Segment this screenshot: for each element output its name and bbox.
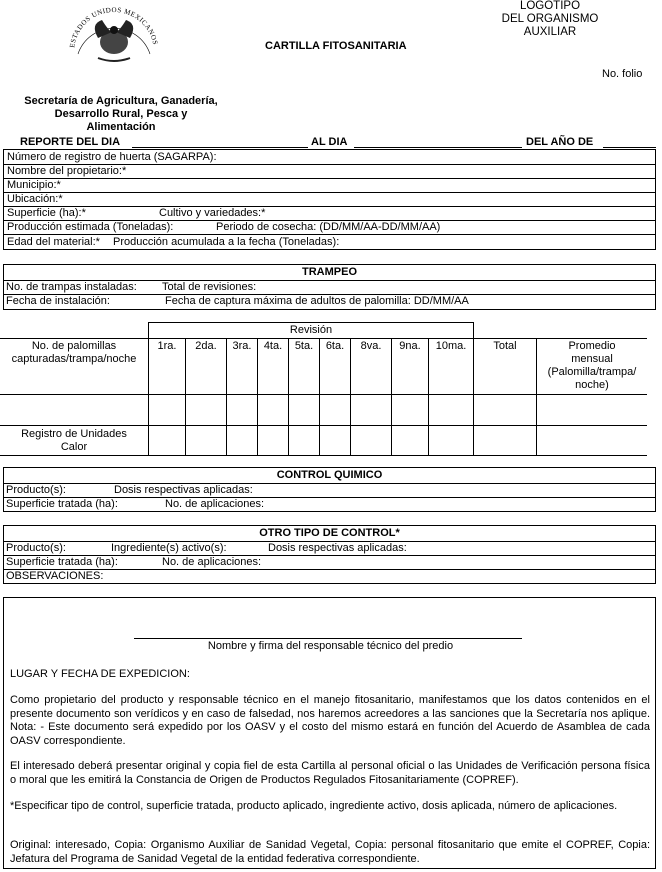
col-header: 2da. xyxy=(186,339,227,395)
produccion-acumulada-label: Producción acumulada a la fecha (Toneladas): xyxy=(113,236,340,248)
value-cell[interactable] xyxy=(429,426,474,456)
value-cell[interactable] xyxy=(289,426,320,456)
ano-blank[interactable] xyxy=(603,147,656,148)
empty-cell xyxy=(474,323,537,339)
calor-label xyxy=(0,426,149,456)
cq-superficie-label: Superficie tratada (ha): xyxy=(6,498,118,510)
value-cell[interactable] xyxy=(320,395,351,426)
value-cell[interactable] xyxy=(392,426,429,456)
value-cell[interactable] xyxy=(351,426,392,456)
value-cell[interactable] xyxy=(392,395,429,426)
copies-paragraph: Original: interesado, Copia: Organismo Auxiliar de Sanidad Vegetal, Copia: personal fitosanitario que emite el COPREF, Copia: Jefatura del Programa de Sanidad Vegetal de la entidad federativa correspondiente. xyxy=(10,839,650,865)
otro-control-section xyxy=(3,525,656,584)
signature-caption: Nombre y firma del responsable técnico del predio xyxy=(207,640,454,652)
columns-row xyxy=(0,339,647,395)
observaciones-label: OBSERVACIONES: xyxy=(6,570,104,582)
logo-line: AUXILIAR xyxy=(523,26,577,38)
control-quimico-section xyxy=(3,467,656,512)
value-cell[interactable] xyxy=(537,426,648,456)
value-cell[interactable] xyxy=(537,395,648,426)
fecha-instalacion-label: Fecha de instalación: xyxy=(6,295,110,307)
value-cell[interactable] xyxy=(429,395,474,426)
palomillas-line: No. de palomillas xyxy=(31,340,117,352)
edad-label: Edad del material:* xyxy=(7,236,100,248)
cq-producto-row[interactable] xyxy=(4,483,655,498)
trampeo-title: TRAMPEO xyxy=(4,265,655,281)
col-header: 4ta. xyxy=(258,339,289,395)
empty-corner xyxy=(0,323,149,339)
observaciones-row[interactable] xyxy=(4,569,655,583)
specify-note-paragraph: *Especificar tipo de control, superficie tratada, producto aplicado, ingrediente activo, dosis aplicada, número de aplicaciones. xyxy=(10,800,618,812)
periodo-label: Periodo de cosecha: (DD/MM/AA-DD/MM/AA) xyxy=(216,221,441,233)
oc-dosis-label: Dosis respectivas aplicadas: xyxy=(268,542,407,554)
col-header: 10ma. xyxy=(429,339,474,395)
value-cell[interactable] xyxy=(474,426,537,456)
signature-line[interactable] xyxy=(134,638,522,639)
trampeo-section xyxy=(3,264,656,310)
propietario-label: Nombre del propietario:* xyxy=(7,165,127,177)
palomillas-line: capturadas/trampa/noche xyxy=(11,353,137,365)
trampas-row[interactable] xyxy=(4,280,655,295)
folio-label: No. folio xyxy=(602,68,643,80)
value-cell[interactable] xyxy=(351,395,392,426)
logo-line: LOGOTIPO xyxy=(519,0,581,12)
cq-superficie-row[interactable] xyxy=(4,497,655,511)
superficie-label: Superficie (ha):* xyxy=(7,207,86,219)
value-cell[interactable] xyxy=(149,426,186,456)
col-header: 6ta. xyxy=(320,339,351,395)
calor-line: Calor xyxy=(60,440,88,453)
municipio-label: Municipio:* xyxy=(7,179,61,191)
registro-row[interactable] xyxy=(4,150,655,165)
produccion-label: Producción estimada (Toneladas): xyxy=(7,221,174,233)
edad-row[interactable] xyxy=(4,235,655,249)
value-cell[interactable] xyxy=(289,395,320,426)
secretaria-name xyxy=(5,95,237,134)
col-header: 3ra. xyxy=(227,339,258,395)
oc-producto-label: Producto(s): xyxy=(6,542,66,554)
data-row xyxy=(0,395,647,426)
value-cell[interactable] xyxy=(227,426,258,456)
palomillas-label xyxy=(0,339,149,395)
empty-label-cell xyxy=(0,395,149,426)
trampas-label: No. de trampas instaladas: xyxy=(6,281,137,293)
empty-cell xyxy=(537,323,648,339)
secretaria-line: Secretaría de Agricultura, Ganadería, xyxy=(24,95,218,107)
calor-line: Registro de Unidades xyxy=(21,427,127,440)
cultivo-label: Cultivo y variedades:* xyxy=(159,207,266,219)
value-cell[interactable] xyxy=(320,426,351,456)
revision-table xyxy=(0,322,647,456)
revision-header-row xyxy=(0,323,647,339)
oc-superficie-label: Superficie tratada (ha): xyxy=(6,556,118,568)
propietario-row[interactable] xyxy=(4,164,655,179)
organism-logo-text xyxy=(490,0,610,39)
al-dia-label: AL DIA xyxy=(311,136,348,148)
general-info-section xyxy=(3,149,656,250)
lugar-fecha-label: LUGAR Y FECHA DE EXPEDICION: xyxy=(10,668,190,680)
revisiones-label: Total de revisiones: xyxy=(162,281,257,293)
document-title: CARTILLA FITOSANITARIA xyxy=(265,40,407,52)
declaration-section xyxy=(3,597,656,869)
value-cell[interactable] xyxy=(227,395,258,426)
promedio-line: (Palomilla/trampa/ xyxy=(547,366,637,378)
col-header: 5ta. xyxy=(289,339,320,395)
declaration-paragraph: Como propietario del producto y responsable técnico en el manejo fitosanitario, manifestamos que los datos contenidos en el presente documento son verídicos y en caso de falsedad, nos haremos acreedores a las sanciones que la Secretaría nos aplique. Nota: - Este documento será expedido por los OASV y el costo del mismo estará en función del Acuerdo de Asamblea de cada OASV correspondiente. xyxy=(10,694,650,747)
al-dia-blank[interactable] xyxy=(354,147,522,148)
col-header: 1ra. xyxy=(149,339,186,395)
fecha-captura-label: Fecha de captura máxima de adultos de palomilla: DD/MM/AA xyxy=(165,295,469,307)
registro-label: Número de registro de huerta (SAGARPA): xyxy=(7,151,217,163)
produccion-row[interactable] xyxy=(4,220,655,235)
reporte-dia-blank[interactable] xyxy=(132,147,308,148)
value-cell[interactable] xyxy=(474,395,537,426)
value-cell[interactable] xyxy=(258,395,289,426)
oc-aplicaciones-label: No. de aplicaciones: xyxy=(162,556,262,568)
del-ano-label: DEL AÑO DE xyxy=(526,136,594,148)
col-header: 9na. xyxy=(392,339,429,395)
cq-producto-label: Producto(s): xyxy=(6,484,66,496)
fecha-row[interactable] xyxy=(4,294,655,308)
cartilla-instructions-paragraph: El interesado deberá presentar original y copia fiel de esta Cartilla al personal oficial o las Unidades de Verificación persona física o moral que les emitirá la Constancia de Origen de Productos Regulados Fitosanitariamente (COPREF). xyxy=(10,760,650,786)
superficie-row[interactable] xyxy=(4,206,655,221)
secretaria-line: Desarrollo Rural, Pesca y xyxy=(54,108,188,120)
seal-text: ESTADOS UNIDOS MEXICANOS xyxy=(68,5,160,49)
promedio-header xyxy=(537,339,648,395)
oc-producto-row[interactable] xyxy=(4,541,655,556)
value-cell[interactable] xyxy=(258,426,289,456)
value-cell[interactable] xyxy=(149,395,186,426)
total-header: Total xyxy=(474,339,537,395)
otro-control-title: OTRO TIPO DE CONTROL* xyxy=(4,526,655,542)
ubicacion-row[interactable] xyxy=(4,192,655,207)
mexico-seal-icon xyxy=(68,2,160,72)
cq-dosis-label: Dosis respectivas aplicadas: xyxy=(114,484,253,496)
logo-line: DEL ORGANISMO xyxy=(501,13,599,25)
calor-row xyxy=(0,426,647,456)
promedio-line: noche) xyxy=(575,379,609,391)
control-quimico-title: CONTROL QUIMICO xyxy=(4,468,655,484)
value-cell[interactable] xyxy=(186,395,227,426)
promedio-line: Promedio xyxy=(568,340,616,352)
oc-superficie-row[interactable] xyxy=(4,555,655,570)
oc-ingrediente-label: Ingrediente(s) activo(s): xyxy=(111,542,227,554)
municipio-row[interactable] xyxy=(4,178,655,193)
reporte-del-dia-label: REPORTE DEL DIA xyxy=(20,136,121,148)
value-cell[interactable] xyxy=(186,426,227,456)
ubicacion-label: Ubicación:* xyxy=(7,193,63,205)
promedio-line: mensual xyxy=(571,353,613,365)
cq-aplicaciones-label: No. de aplicaciones: xyxy=(165,498,265,510)
revision-label: Revisión xyxy=(149,323,474,339)
secretaria-line: Alimentación xyxy=(86,121,156,133)
col-header: 8va. xyxy=(351,339,392,395)
